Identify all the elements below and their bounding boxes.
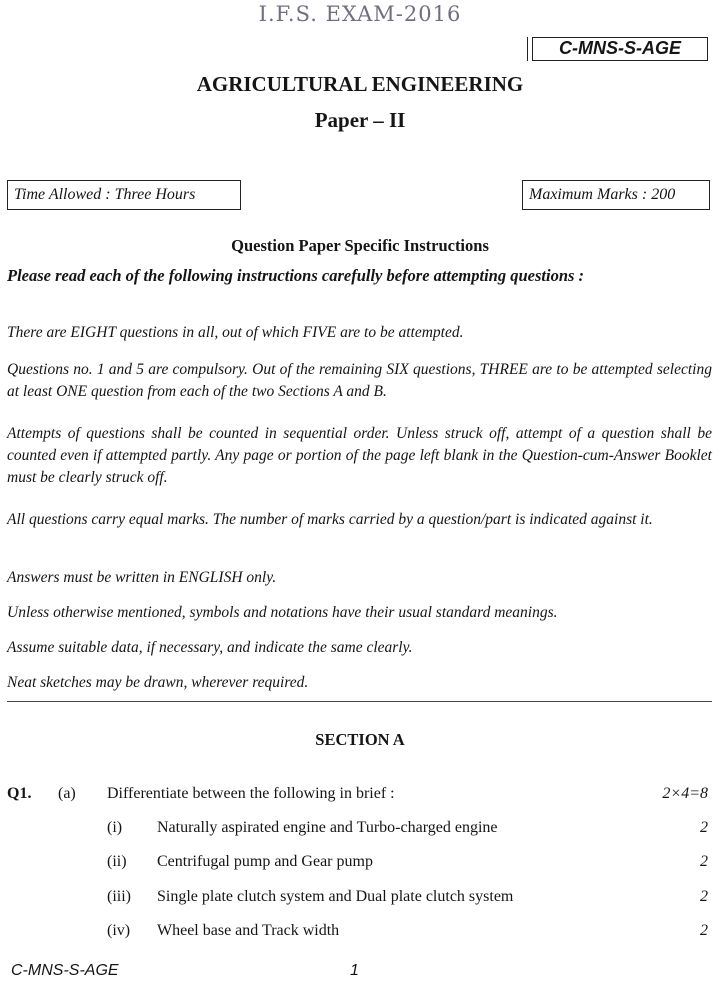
instruction-item: Answers must be written in ENGLISH only. [7,569,277,586]
page-number: 1 [350,962,359,979]
exam-stamp: I.F.S. EXAM-2016 [258,2,462,26]
subpart-number: (iv) [107,922,131,939]
subpart-marks: 2 [700,819,708,836]
instructions-lead: Please read each of the following instructions carefully before attempting questions : [7,266,585,285]
time-allowed-box: Time Allowed : Three Hours [7,180,241,210]
instruction-item: Questions no. 1 and 5 are compulsory. Out of the remaining SIX questions, THREE are to be attempted selecting at least ONE question from each of the two Sections A and B. [7,361,712,400]
subpart-text: Single plate clutch system and Dual plate clutch system [157,888,514,905]
maximum-marks-box: Maximum Marks : 200 [522,180,710,210]
subpart-marks: 2 [700,922,708,939]
instructions-heading: Question Paper Specific Instructions [231,236,489,255]
instruction-item: Unless otherwise mentioned, symbols and notations have their usual standard meanings. [7,604,558,621]
paper-title: Paper – II [314,108,406,132]
question-part: (a) [58,785,76,802]
subject-title: AGRICULTURAL ENGINEERING [196,72,524,96]
section-title: SECTION A [315,730,405,749]
instruction-item: There are EIGHT questions in all, out of which FIVE are to be attempted. [7,324,464,341]
subpart-marks: 2 [700,888,708,905]
question-marks: 2×4=8 [662,785,708,802]
subpart-number: (ii) [107,853,127,870]
footer-paper-code: C-MNS-S-AGE [11,962,119,979]
paper-code-box: C-MNS-S-AGE [532,37,708,61]
instruction-item: All questions carry equal marks. The number of marks carried by a question/part is indicated against it. [7,511,653,528]
question-text: Differentiate between the following in brief : [107,785,395,802]
subpart-number: (i) [107,819,123,836]
subpart-text: Centrifugal pump and Gear pump [157,853,373,870]
instruction-item: Assume suitable data, if necessary, and indicate the same clearly. [7,639,413,656]
subpart-marks: 2 [700,853,708,870]
instruction-item: Attempts of questions shall be counted in sequential order. Unless struck off, attempt of a question shall be counted even if attempted partly. Any page or portion of the page left blank in the Question-cum-Answer Booklet must be clearly struck off. [7,425,712,486]
question-number: Q1. [7,785,32,802]
divider [7,701,712,702]
instruction-item: Neat sketches may be drawn, wherever required. [7,674,309,691]
subpart-text: Naturally aspirated engine and Turbo-charged engine [157,819,498,836]
subpart-number: (iii) [107,888,131,905]
subpart-text: Wheel base and Track width [157,922,340,939]
